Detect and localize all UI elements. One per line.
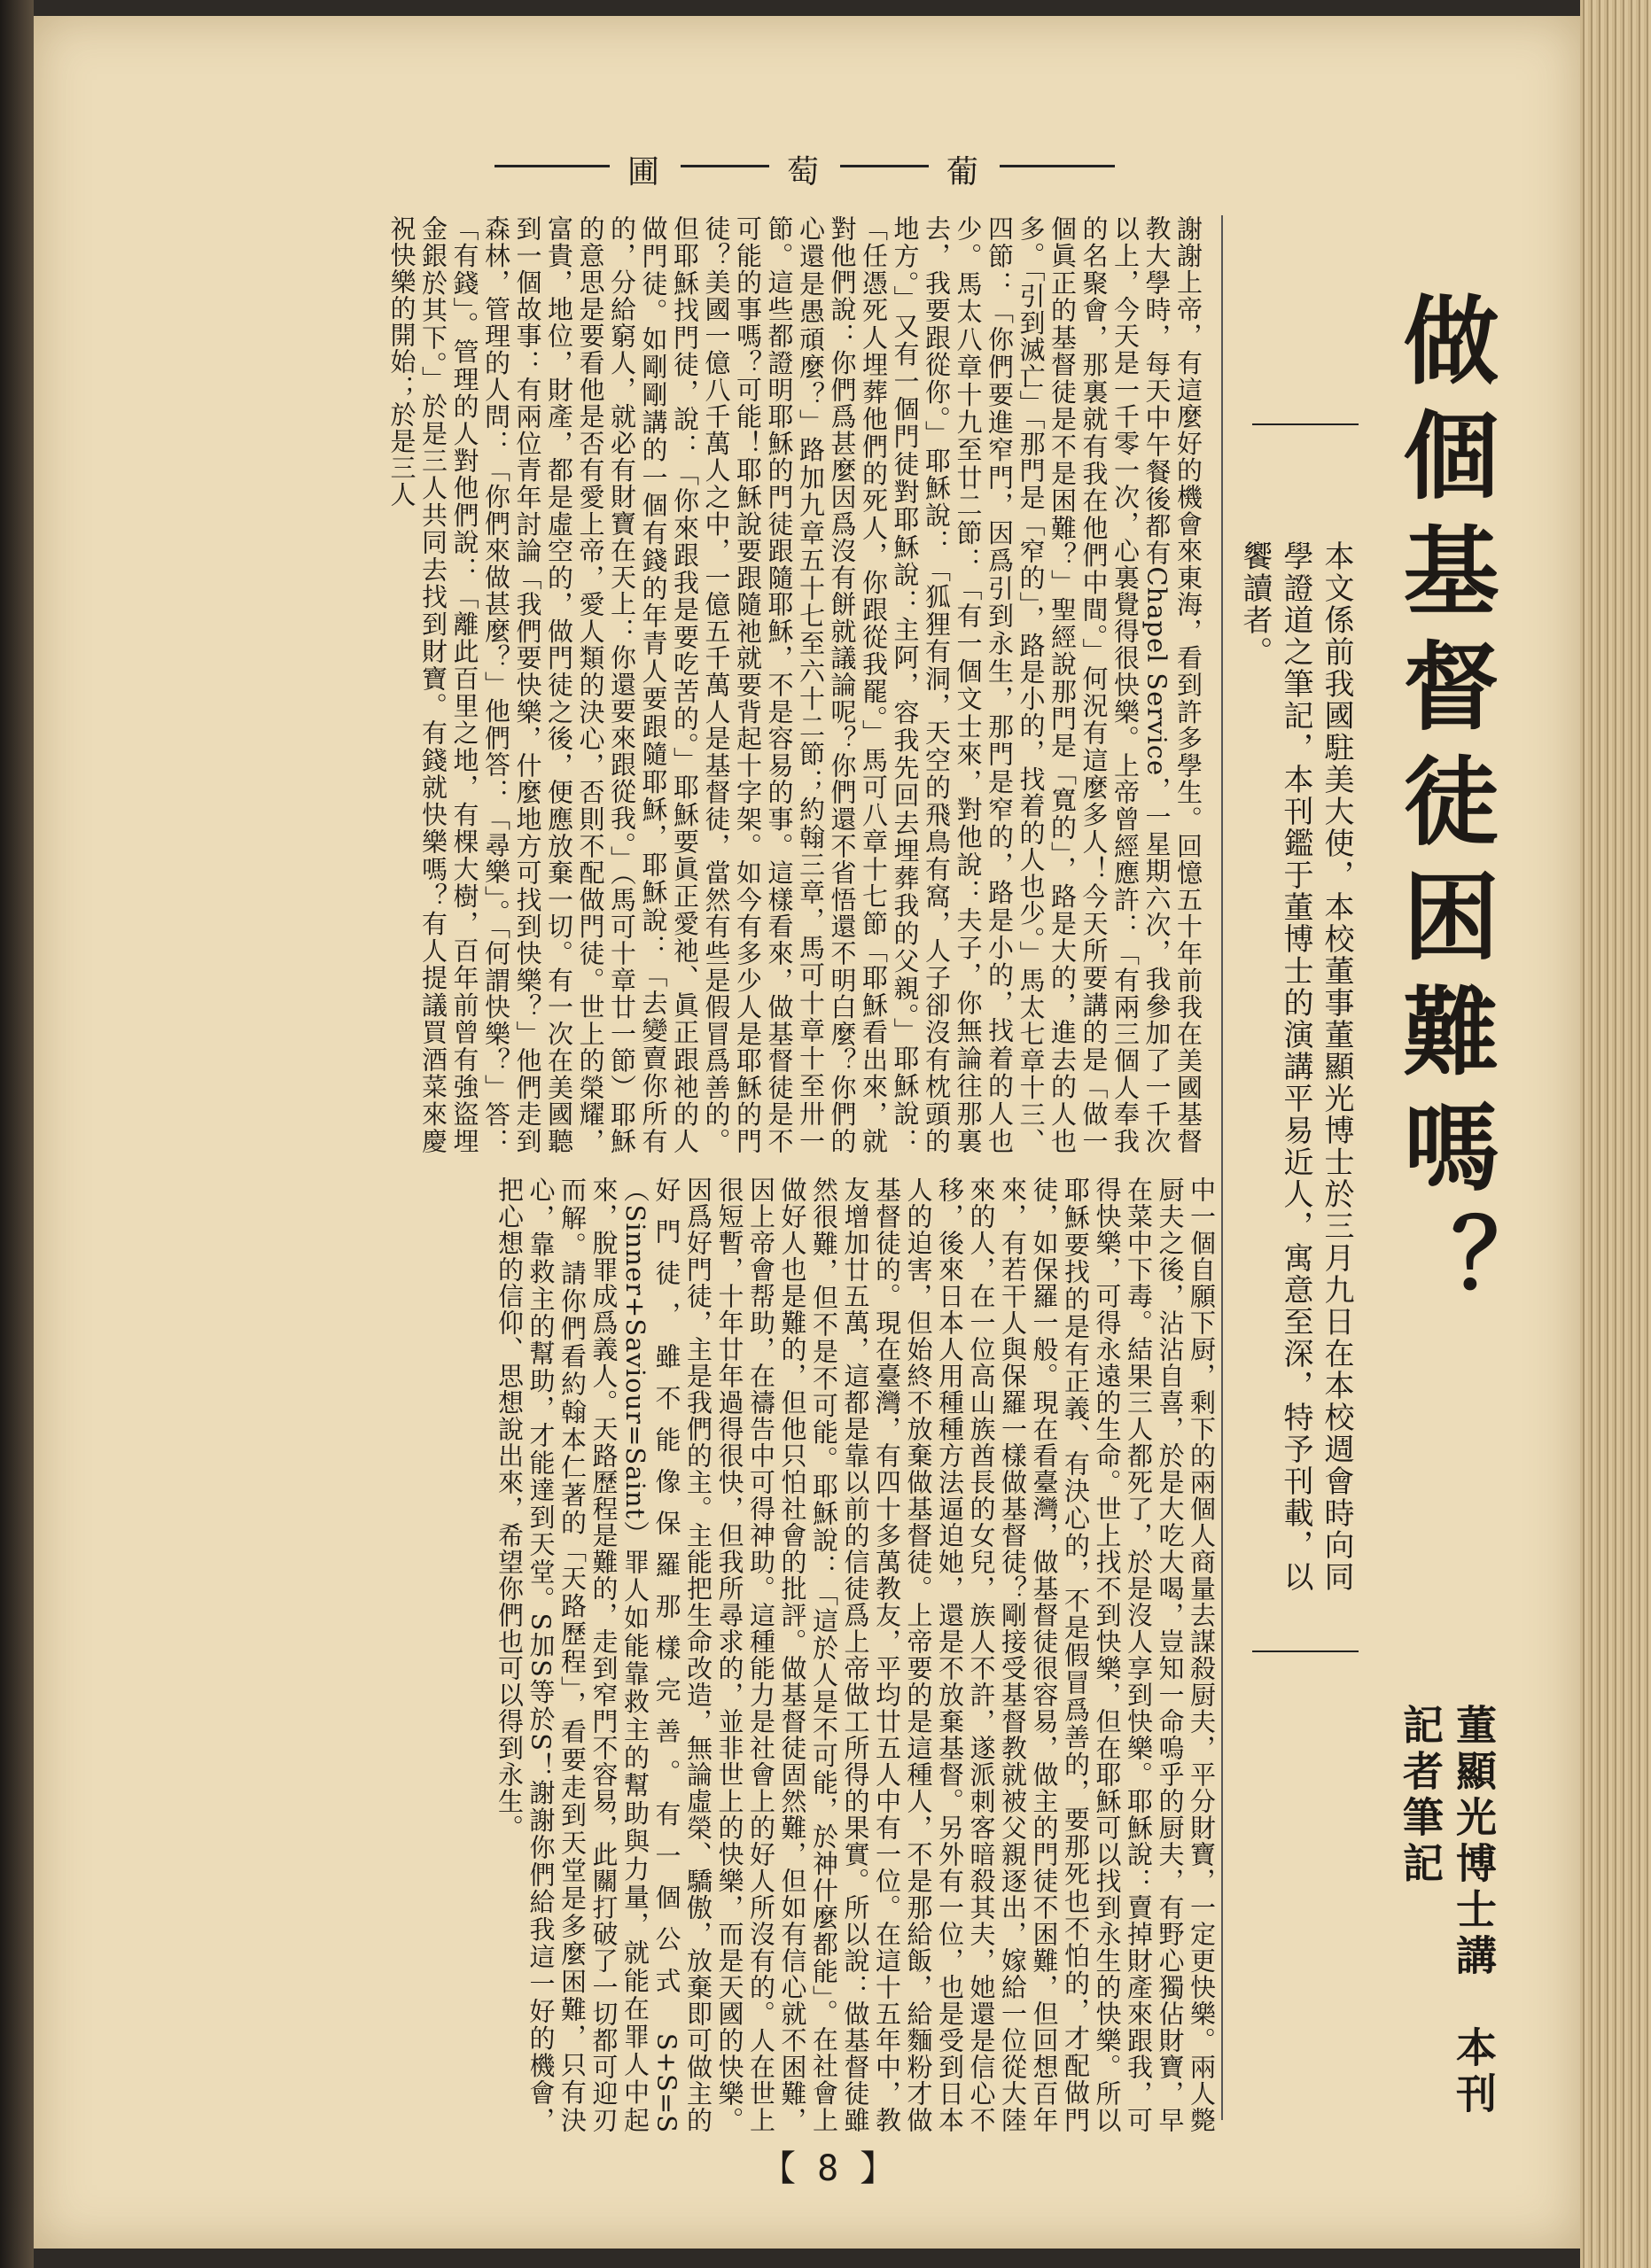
intro-rule-bottom — [1252, 1651, 1359, 1652]
running-header — [495, 147, 1115, 190]
intro-rule-top — [1252, 423, 1359, 425]
header-rule-mid-left — [681, 165, 769, 167]
book-binding — [0, 0, 34, 2268]
header-char-right: 葡 — [946, 154, 981, 190]
header-rule-right — [1000, 165, 1115, 167]
magazine-page — [34, 16, 1580, 2249]
page-edges — [1580, 0, 1651, 2268]
article-author: 董顯光博士講 本刊記者筆記 — [1397, 1704, 1498, 2118]
article-title: 做個基督徒困難嗎？ — [1387, 291, 1499, 1327]
body-text-bottom: 中一個自願下厨，剩下的兩個人商量去謀殺厨夫，平分財寶，一定更快樂。兩人斃厨夫之後，沾沾自喜，於是大吃大喝，豈知一命嗚乎的厨夫，有野心獨佔財寶，早在菜中下毒。結果三人都死了，於是沒人享到快樂。耶穌說：賣掉財產來跟我，可得快樂，可得永遠的生命。世上找不到快樂，但在耶穌可以找到永生的快樂。所以耶穌要找的是有正義、有決心的，不是假冒爲善的，要那死也不怕的，才配做門徒，如保羅一般。現在看臺灣，做基督徒很容易，做主的門徒不困難，但回想百年來，有若干人與保羅一樣做基督徒？剛接受基督教就被父親逐出，嫁給一位從大陸來的人，在一位高山族酋長的女兒，族人不許，遂派刺客暗殺其夫，她還是信心不移，後來日本人用種種方法逼迫她，還是不放棄基督。另外有一位，也是受到日本人的迫害，但始終不放棄做基督徒。上帝要的是這種人，不是那給飯，給麵粉才做基督徒的。現在臺灣，有四十多萬教友，平均廿五人中有一位。在這十五年中，教友增加廿五萬，這都是靠以前的信徒爲上帝做工所得的果實。所以說：做基督徒雖然很難，但不是不可能。耶穌說：「這於人是不可能，於神什麼都能」。在社會上做好人也是難的，但他只怕社會的批評。做基督徒固然難，但如有信心就不困難，因上帝會帮助，在禱告中可得神助。這種能力是社會上的好人所沒有的。人在世上很短暫，十年廿年過得很快，但我所尋求的，並非世上的快樂，而是天國的快樂。因爲好門徒，主是我們的主。主能把生命改造，無論虛榮、驕傲，放棄即可做主的好門徒，雖不能像保羅那樣完善。有一個公式 S+S=S（Sinner+Saviour=Saint）罪人如能靠救主的幫助與力量，就能在罪人中起來，脫罪成爲義人。天路歷程是難的，走到窄門不容易，此關打破了一切都可迎刃而解。請你們看約翰本仁著的「天路歷程」，看要走到天堂是多麼困難，只有決心，靠救主的幫助，才能達到天堂。S加S等於S！謝謝你們給我這一好的機會，把心想的信仰、思想說出來，希望你們也可以得到永生。 — [495, 1177, 1217, 2133]
header-rule-left — [495, 165, 610, 167]
header-char-mid: 萄 — [787, 154, 822, 190]
article-intro: 本文係前我國駐美大使，本校董事董顯光博士於三月九日在本校週會時向同學證道之筆記，本刊鑑于董博士的演講平易近人，寓意至深，特予刊載，以饗讀者。 — [1237, 540, 1354, 1593]
header-char-left: 圃 — [627, 154, 662, 190]
body-text-top: 謝謝上帝，有這麼好的機會來東海，看到許多學生。回憶五十年前我在美國基督教大學時，每天中午餐後都有Chapel Service，一星期六次，我參加了一千次以上，今天是一千零一次，心裏覺得很快樂。上帝曾經應許：「有兩三個人奉我的名聚會，那裏就有我在他們中間。」何況有這麼多人！今天所要講的是「做一個眞正的基督徒是不是困難？」聖經說那門是「寬的」，路是大的，進去的人也多。「引到滅亡」「那門是「窄的」，路是小的，找着的人也少。」馬太七章十三、四節：「你們要進窄門，因爲引到永生，那門是窄的，路是小的，找着的人也少。馬太八章十九至廿二節：「有一個文士來，對他說：夫子，你無論往那裏去，我要跟從你。」耶穌說：「狐狸有洞，天空的飛鳥有窩，人子卻沒有枕頭的地方。」又有一個門徒對耶穌說：主阿，容我先回去埋葬我的父親。」耶穌說：「任憑死人埋葬他們的死人，你跟從我罷。」馬可八章十七節「耶穌看出來，就對他們說：你們爲甚麼因爲沒有餅就議論呢？你們還不省悟還不明白麼？你們的心還是愚頑麼？」路加九章五十七至六十二節；約翰三章，馬可十章十至卅一節。這些都證明耶穌的門徒跟隨耶穌，不是容易的事。這樣看來，做基督徒是不可能的事嗎？可能！耶穌說要跟隨祂就要背起十字架。如今有多少人是耶穌的門徒？美國一億八千萬人之中，一億五千萬人是基督徒，當然有些是假冒爲善的。但耶穌找門徒，說：「你來跟我是要吃苦的。」耶穌要眞正愛祂、眞正跟祂的人做門徒。如剛剛講的一個有錢的年青人要跟隨耶穌，耶穌說：「去變賣你所有的，分給窮人，就必有財寶在天上：你還要來跟從我。」（馬可十章廿一節）耶穌的意思是要看他是否有愛上帝，愛人類的決心，否則不配做門徒。世上的榮耀，富貴，地位，財產，都是虛空的，做門徒之後，便應放棄一切。有一次在美國聽到一個故事：有兩位青年討論「我們要快樂，什麼地方可找到快樂？」他們走到森林，管理的人問：「你們來做甚麼？」他們答：「尋樂」。「何謂快樂？」答：「有錢」。管理的人對他們說：「離此百里之地，有棵大樹，百年前曾有強盜埋金銀於其下。」於是三人共同去找到財寶。有錢就快樂嗎？有人提議買酒菜來慶祝快樂的開始；於是三人 — [386, 215, 1203, 1154]
column-divider — [1221, 215, 1223, 2120]
page-number: 【 8 】 — [760, 2148, 896, 2189]
header-rule-mid-right — [840, 165, 929, 167]
